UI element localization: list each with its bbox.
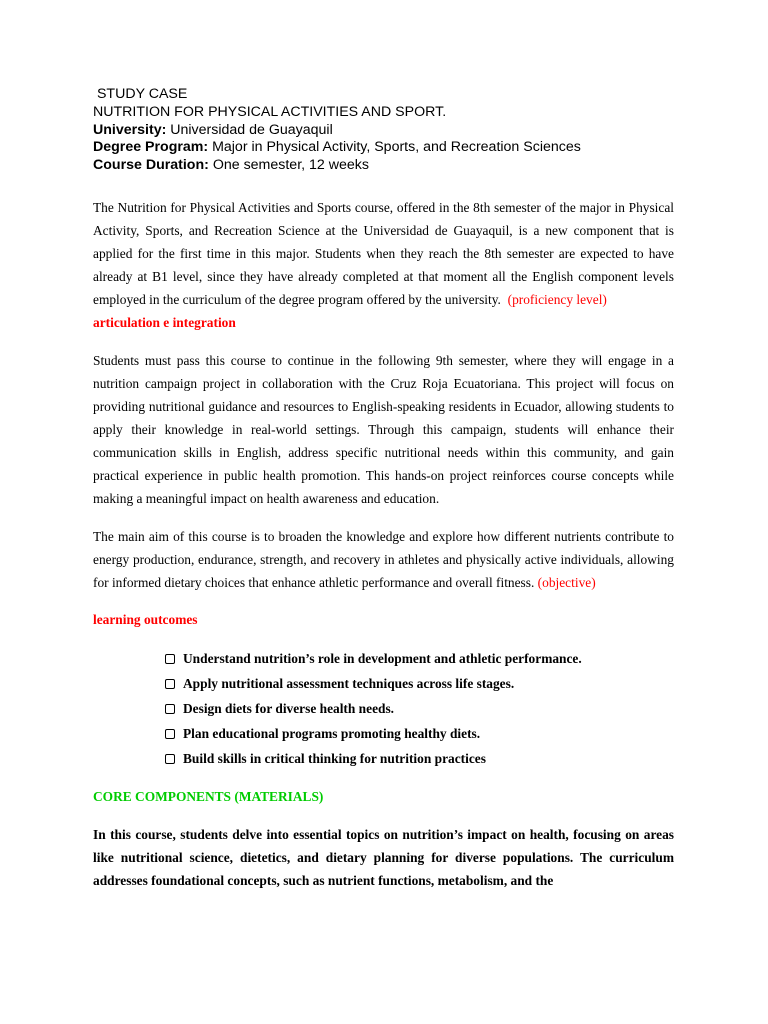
program-line [93,139,674,157]
aim-paragraph [93,525,674,594]
objective-note: (objective) [537,574,596,590]
list-item [165,722,674,747]
study-case-label: STUDY CASE [93,86,188,102]
campaign-paragraph: Students must pass this course to continue in the following 9th semester, where they will engage in a nutrition campaign project in collaboration with the Cruz Roja Ecuatoriana. This project will focus on providing nutritional guidance and resources to English-speaking residents in Ecuador, allowing students to apply their knowledge in real-world settings. Through this campaign, students will enhance their communication skills in English, address specific nutritional needs within this community, and gain practical experience in public health promotion. This hands-on project reinforces course concepts while making a meaningful impact on health awareness and education. [93,352,674,506]
checkbox-icon[interactable] [165,729,175,739]
list-item [165,697,674,722]
duration-value: One semester, 12 weeks [208,157,369,174]
outcomes-list [93,647,674,772]
document-header [93,86,674,175]
proficiency-note: (proficiency level) [504,291,607,307]
outcome-text: Apply nutritional assessment techniques across life stages. [183,676,515,692]
outcomes-heading: learning outcomes [93,611,198,627]
outcome-text: Build skills in critical thinking for nutrition practices [183,751,486,767]
university-label: University: [93,121,167,138]
aim-text: The main aim of this course is to broaden the knowledge and explore how different nutrients contribute to energy production, endurance, strength, and recovery in athletes and physically active individuals, allowing for informed dietary choices that enhance athletic performance and overall fitness. [93,528,674,590]
duration-line [93,157,674,175]
intro-paragraph [93,196,681,311]
program-value: Major in Physical Activity, Sports, and Recreation Sciences [208,139,581,156]
core-components-heading: CORE COMPONENTS (MATERIALS) [93,788,324,804]
list-item [165,647,674,672]
checkbox-icon[interactable] [165,754,175,764]
program-label: Degree Program: [93,139,209,156]
university-line [93,122,674,140]
outcome-text: Design diets for diverse health needs. [183,701,395,717]
checkbox-icon[interactable] [165,679,175,689]
checkbox-icon[interactable] [165,704,175,714]
outcome-text: Understand nutrition’s role in development and athletic performance. [183,651,582,667]
document-page [93,86,681,892]
list-item [165,672,674,697]
duration-label: Course Duration: [93,157,209,174]
intro-text: The Nutrition for Physical Activities and Sports course, offered in the 8th semester of the major in Physical Activity, Sports, and Recreation Science at the Universidad de Guayaquil, is a new component that is applied for the first time in this major. Students when they reach the 8th semester are expected to have already at B1 level, since they have already completed at that moment all the English component levels employed in the curriculum of the degree program offered by the university. [93,199,681,307]
checkbox-icon[interactable] [165,654,175,664]
core-paragraph: In this course, students delve into essential topics on nutrition’s impact on health, focusing on areas like nutritional science, dietetics, and dietary planning for diverse populations. The curriculum addresses foundational concepts, such as nutrient functions, metabolism, and the [93,826,674,888]
articulation-heading: articulation e integration [93,314,236,330]
outcome-text: Plan educational programs promoting healthy diets. [183,726,481,742]
course-title: NUTRITION FOR PHYSICAL ACTIVITIES AND SPORT. [93,103,447,120]
list-item [165,747,674,772]
university-value: Universidad de Guayaquil [166,121,333,138]
